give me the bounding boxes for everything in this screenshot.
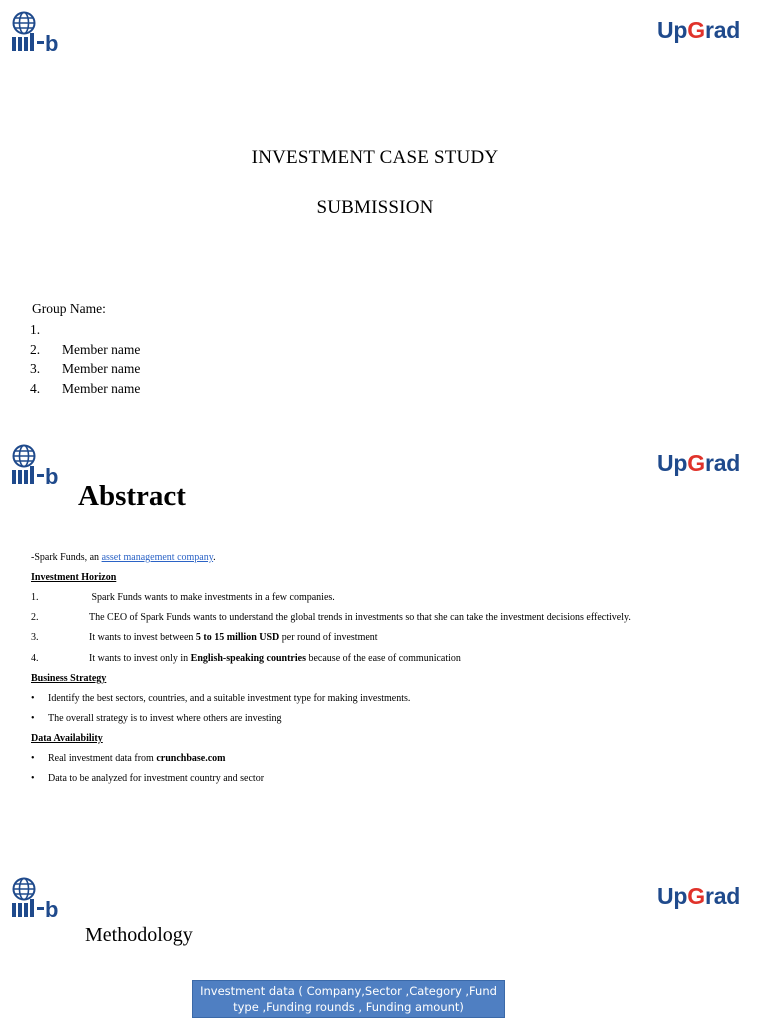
intro-line: -Spark Funds, an asset management company.: [31, 552, 216, 563]
iiitb-logo: [10, 11, 74, 55]
upgrad-logo: UpGrad: [657, 450, 741, 476]
member-number: 2.: [30, 341, 41, 357]
box-line: Investment data ( Company,Sector ,Category ,Fund: [200, 984, 497, 998]
title-slide: [0, 0, 768, 410]
list-item: 2. The CEO of Spark Funds wants to understand the global trends in investments so that she can take the investment decisions effectively.: [31, 612, 631, 623]
page-title: INVESTMENT CASE STUDY: [251, 147, 499, 168]
member-number: 4.: [30, 381, 41, 397]
upgrad-logo: UpGrad: [657, 17, 741, 43]
list-item: 4. It wants to invest only in English-speaking countries because of the ease of communication: [31, 653, 461, 664]
iiitb-logo: [10, 444, 74, 488]
member-name: Member name: [62, 341, 141, 357]
member-row: [30, 379, 140, 399]
investment-data-box: [192, 980, 505, 1018]
member-number: 3.: [30, 361, 41, 377]
member-row: [30, 360, 140, 380]
asset-management-link[interactable]: asset management company: [101, 552, 214, 563]
member-row: [30, 320, 140, 340]
member-number: 1.: [30, 321, 41, 337]
svg-text:b: b: [45, 464, 59, 488]
data-availability-heading: Data Availability: [31, 733, 103, 744]
business-strategy-heading: Business Strategy: [31, 673, 107, 684]
list-item: • The overall strategy is to invest where others are investing: [31, 713, 282, 724]
member-name: Member name: [62, 381, 141, 397]
list-item: • Real investment data from crunchbase.com: [31, 753, 226, 764]
list-item: • Identify the best sectors, countries, and a suitable investment type for making investments.: [31, 693, 411, 704]
list-item: 1. Spark Funds wants to make investments in a few companies.: [31, 592, 335, 603]
list-item: • Data to be analyzed for investment country and sector: [31, 773, 265, 784]
box-line: type ,Funding rounds , Funding amount): [233, 1000, 464, 1014]
svg-text:b: b: [45, 897, 59, 921]
list-item: 3. It wants to invest between 5 to 15 million USD per round of investment: [31, 632, 378, 643]
abstract-heading: Abstract: [78, 480, 186, 512]
svg-text:b: b: [45, 31, 59, 55]
page-subtitle: SUBMISSION: [316, 197, 434, 218]
member-name: Member name: [62, 361, 141, 377]
group-name-label: Group Name:: [32, 301, 106, 316]
upgrad-logo: UpGrad: [657, 883, 741, 909]
investment-horizon-heading: Investment Horizon: [31, 572, 117, 583]
member-row: [30, 340, 140, 360]
member-list: [30, 320, 140, 399]
iiitb-logo: [10, 877, 74, 921]
methodology-heading: Methodology: [85, 924, 193, 946]
